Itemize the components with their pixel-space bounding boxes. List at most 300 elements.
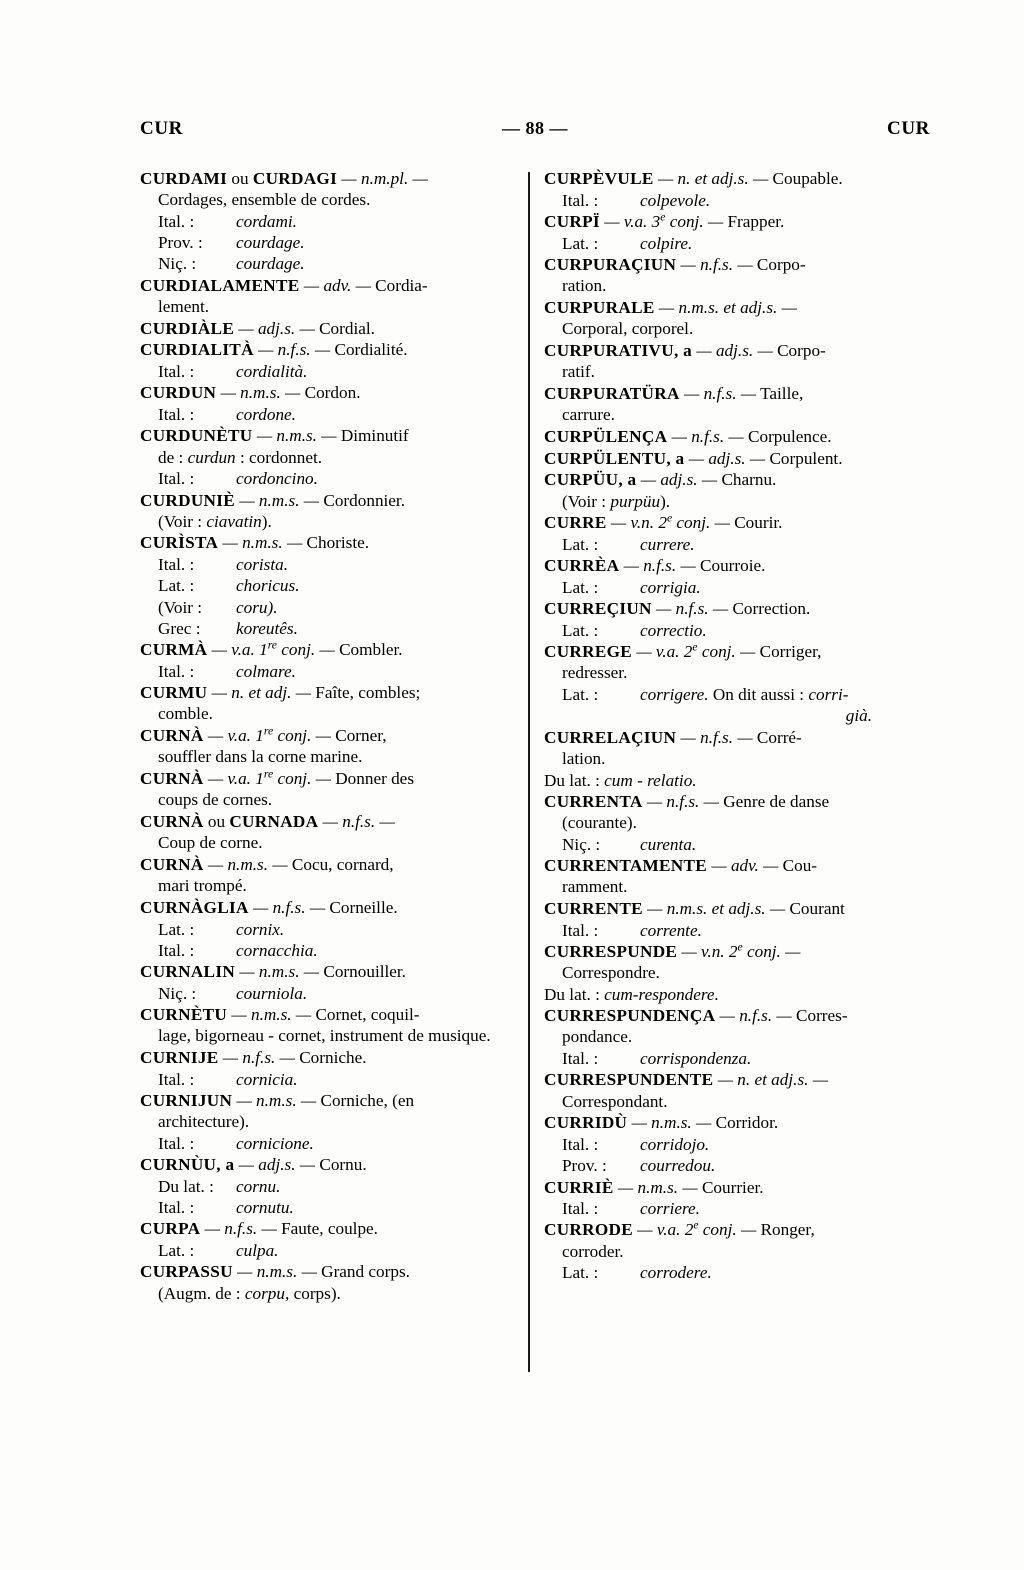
dictionary-entry [140, 961, 512, 982]
entry-grammar: — v.a. 1re conj. — [203, 724, 331, 746]
entry-definition-continued: (Voir : ciavatin). [158, 511, 272, 531]
entry-definition: Combler. [334, 640, 403, 660]
entry-grammar: — v.a. 2e conj. — [632, 640, 756, 662]
dictionary-entry [544, 641, 900, 683]
entry-definition: Corner, [330, 726, 387, 746]
entry-grammar: — adj.s. — [234, 318, 315, 338]
entry-headword: CURPÜLENÇA [544, 426, 668, 446]
entry-definition: Corpulent. [765, 448, 843, 468]
gloss-value: corrodere. [640, 1263, 712, 1283]
entry-definition: Cordia- [370, 275, 428, 295]
entry-grammar: — n.m.s. — [627, 1113, 712, 1133]
entry-definition: Courrier. [697, 1177, 764, 1197]
entry-headword: CURRÈA [544, 556, 620, 576]
entry-grammar: — n.f.s. — [715, 1006, 792, 1026]
dictionary-entry [140, 1090, 512, 1132]
page-number: — 88 — [502, 118, 568, 138]
entry-gloss-line [140, 404, 512, 425]
entry-gloss-line [140, 919, 512, 940]
entry-grammar: — n.m.s. — [216, 383, 301, 403]
entry-headword: CURNIJUN [140, 1091, 233, 1111]
entry-gloss-line [140, 211, 512, 232]
entry-definition: Cocu, cornard, [287, 855, 394, 874]
entry-definition-continued: coups de cornes. [158, 790, 273, 810]
gloss-value: currere. [640, 534, 695, 554]
gloss-language-label: Niç. : [562, 834, 601, 854]
gloss-value: cordoncino. [236, 469, 318, 489]
entry-definition: Cordial. [314, 318, 375, 338]
gloss-value: cornutu. [236, 1198, 294, 1218]
entry-grammar: — n.m.s. — [218, 533, 303, 553]
entry-grammar: — n.m.s. — [235, 490, 320, 510]
entry-grammar: — v.a. 1re conj. — [203, 767, 331, 789]
dictionary-entry [140, 768, 512, 810]
gloss-value: corridojo. [640, 1135, 710, 1155]
gloss-language-label: Ital. : [158, 211, 195, 231]
entry-definition-continued: Cordages, ensemble de cordes. [158, 190, 371, 210]
entry-gloss-line [140, 232, 512, 253]
dictionary-entry [544, 211, 900, 232]
entry-grammar: — v.a. 3e conj. — [599, 210, 724, 231]
entry-gloss-line [140, 618, 512, 639]
entry-headword: CURRENTA [544, 791, 643, 811]
entry-definition: Corpulence. [743, 426, 832, 446]
entry-headword-alt: CURDAGI [252, 169, 338, 188]
dictionary-entry [544, 898, 900, 919]
entry-definition-continued: lement. [158, 296, 210, 316]
entry-headword: CURDIÀLE [140, 318, 235, 338]
entry-definition: Cordon. [300, 383, 361, 403]
gloss-value: courdage. [236, 233, 305, 253]
entry-headword: CURREÇIUN [544, 599, 652, 619]
entry-definition: Donner des [330, 769, 415, 789]
entry-definition-continued: corroder. [562, 1241, 624, 1261]
entry-gloss-line [544, 1048, 900, 1069]
entry-grammar: — n.m.s. — [232, 1091, 317, 1111]
entry-gloss-line [140, 1240, 512, 1261]
entry-definition: Corpo- [752, 254, 806, 274]
gloss-language-label: Ital. : [158, 1134, 195, 1154]
entry-gloss-line [544, 534, 900, 555]
gloss-language-label: Niç. : [158, 254, 197, 274]
gloss-language-label: Ital. : [562, 1135, 599, 1155]
left-column [140, 168, 520, 1304]
gloss-language-label: Lat. : [158, 1241, 195, 1261]
entry-gloss-line [140, 1176, 512, 1197]
entry-definition-continued: pondance. [562, 1027, 633, 1047]
entry-grammar: — n. et adj.s. — [653, 169, 769, 188]
entry-definition: Choriste. [302, 533, 370, 553]
gloss-language-label: Ital. : [158, 940, 195, 960]
dictionary-entry [140, 168, 512, 210]
entry-gloss-line [140, 554, 512, 575]
dictionary-entry [544, 1177, 900, 1198]
dictionary-entry [544, 1005, 900, 1047]
gloss-language-label: Ital. : [158, 661, 195, 681]
entry-definition: Charnu. [717, 470, 777, 490]
entry-definition-continued: Correspondre. [562, 963, 660, 983]
entry-headword: CURPÜLENTU, a [544, 448, 685, 468]
entry-headword: CURPURALE [544, 297, 655, 317]
entry-grammar: — n.f.s. — [248, 897, 326, 917]
entry-definition: Corres- [791, 1006, 848, 1026]
entry-definition: Corré- [752, 727, 802, 747]
dictionary-entry [544, 791, 900, 833]
gloss-language-label: Prov. : [562, 1156, 607, 1176]
entry-grammar: — adv. — [299, 275, 371, 295]
gloss-value: curenta. [640, 834, 697, 854]
entry-gloss-line [544, 1262, 900, 1283]
gloss-value: courniola. [236, 983, 308, 1003]
entry-definition: Cordialité. [330, 340, 408, 360]
gloss-language-label: Lat. : [158, 576, 195, 596]
dictionary-entry [544, 297, 900, 339]
gloss-value: cordami. [236, 211, 297, 231]
entry-grammar: — n. et adj. — [207, 683, 311, 703]
gloss-language-label: Ital. : [562, 1049, 599, 1069]
gloss-language-label: Ital. : [158, 555, 195, 575]
entry-definition-continued: Coup de corne. [158, 833, 263, 853]
gloss-language-label: Ital. : [158, 362, 195, 382]
entry-definition-continued: Correspondant. [562, 1091, 668, 1111]
entry-grammar: — n.f.s. — [676, 254, 753, 274]
gloss-value: courredou. [640, 1156, 716, 1176]
entry-headword: CURNALIN [140, 962, 236, 982]
gloss-value: cordone. [236, 405, 296, 425]
dictionary-entry [140, 897, 512, 918]
gloss-value: corriere. [640, 1199, 700, 1219]
entry-definition-continued: lation. [562, 748, 606, 768]
entry-definition: Grand corps. [316, 1262, 410, 1282]
page-header [140, 118, 930, 140]
entry-headword: CURPURATIVU, a [544, 340, 693, 360]
entry-grammar: — adv. — [707, 856, 779, 875]
entry-grammar: — n.f.s. — [218, 1048, 295, 1068]
entry-definition: Cornouiller. [319, 962, 406, 982]
gloss-value: cornicione. [236, 1134, 314, 1154]
entry-definition: Courant [785, 898, 845, 918]
gloss-language-label: Lat. : [562, 233, 599, 253]
dictionary-entry [544, 168, 900, 189]
dictionary-entry [140, 382, 512, 403]
dictionary-entry [140, 339, 512, 360]
entry-grammar: — n.f.s. — [676, 727, 753, 747]
entry-grammar: — v.a. 2e conj. — [633, 1218, 757, 1240]
entry-headword: CURDAMI [140, 169, 228, 188]
entry-grammar: — n.f.s. — [651, 599, 729, 619]
entry-gloss-line [544, 577, 900, 598]
gloss-value: cornacchia. [236, 940, 318, 960]
gloss-language-label: Lat. : [562, 620, 599, 640]
entry-headword: CURDIALITÀ [140, 340, 254, 360]
entry-conjunction: ou [203, 812, 230, 832]
entry-headword: CURDUNÈTU [140, 426, 253, 446]
entry-definition-continued: ratif. [562, 362, 595, 382]
entry-definition: Correction. [728, 599, 811, 619]
dictionary-entry [544, 555, 900, 576]
dictionary-entry [140, 275, 512, 317]
gloss-value: corista. [236, 555, 289, 575]
entry-definition: Corridor. [711, 1113, 779, 1133]
dictionary-entry [140, 425, 512, 467]
dictionary-entry [140, 490, 512, 532]
entry-gloss-line [544, 920, 900, 941]
entry-headword: CURRODE [544, 1220, 633, 1240]
gloss-value: colpevole. [640, 190, 711, 210]
page-columns [140, 168, 930, 1304]
entry-grammar: — n.f.s. — [642, 791, 719, 811]
gloss-value: coru). [236, 597, 278, 617]
entry-gloss-line [140, 983, 512, 1004]
gloss-value: corrente. [640, 920, 702, 940]
gloss-language-label: Ital. : [562, 190, 599, 210]
entry-grammar: — n.f.s. — [318, 812, 395, 832]
gloss-value: courdage. [236, 254, 305, 274]
gloss-value: koreutês. [236, 618, 298, 638]
gloss-value: corrigere. On dit aussi : corri- già. [640, 685, 872, 726]
entry-grammar: — n.f.s. — [667, 426, 744, 446]
dictionary-entry [140, 682, 512, 724]
gloss-value: correctio. [640, 620, 707, 640]
gloss-value: choricus. [236, 576, 300, 596]
entry-gloss-line [544, 1155, 900, 1176]
gloss-language-label: Lat. : [158, 919, 195, 939]
entry-gloss-line [140, 1197, 512, 1218]
entry-headword: CURÌSTA [140, 533, 219, 553]
dictionary-entry [544, 254, 900, 296]
entry-gloss-line [140, 468, 512, 489]
gloss-value: cordialità. [236, 362, 308, 382]
gloss-language-label: (Voir : [158, 597, 203, 617]
gloss-language-label: Ital. : [158, 1198, 195, 1218]
right-column [520, 168, 900, 1304]
entry-definition: Diminutif [336, 426, 409, 446]
gloss-language-label: Ital. : [158, 405, 195, 425]
entry-definition-continued: ramment. [562, 877, 628, 897]
entry-headword: CURPÏ [544, 211, 600, 231]
dictionary-entry [140, 639, 512, 660]
entry-grammar: — adj.s. — [234, 1155, 316, 1175]
entry-headword: CURRIÈ [544, 1177, 614, 1197]
entry-definition: Faîte, combles; [310, 683, 421, 703]
entry-definition-continued: comble. [158, 704, 213, 724]
entry-headword-alt: CURNADA [229, 812, 319, 832]
gloss-language-label: Grec : [158, 618, 201, 638]
gloss-language-label: Lat. : [562, 1263, 599, 1283]
entry-definition: Coupable. [768, 169, 843, 188]
entry-definition: Frapper. [723, 211, 785, 231]
entry-gloss-line [140, 361, 512, 382]
gloss-value: cornix. [236, 919, 285, 939]
dictionary-entry [544, 855, 900, 897]
entry-definition: Taille, [756, 383, 804, 403]
entry-grammar: — n. et adj.s. — [713, 1070, 829, 1090]
dictionary-entry [140, 811, 512, 853]
entry-headword: CURRENTE [544, 898, 643, 918]
gloss-language-label: Lat. : [562, 685, 599, 705]
entry-grammar: — n.f.s. — [619, 556, 696, 576]
entry-grammar: — n.m.s. — [252, 426, 337, 446]
entry-gloss-line [544, 1134, 900, 1155]
entry-definition-continued: Corporal, corporel. [562, 319, 694, 339]
dictionary-entry [140, 725, 512, 767]
entry-grammar: — n.m.s. — [203, 855, 288, 874]
entry-gloss-line [140, 253, 512, 274]
entry-gloss-line [544, 684, 900, 726]
entry-definition: Corniche, (en [316, 1091, 415, 1111]
entry-grammar: — n.f.s. — [253, 340, 331, 360]
gloss-language-label: Ital. : [562, 1199, 599, 1219]
entry-headword: CURPURATÜRA [544, 383, 680, 403]
gloss-language-label: Ital. : [158, 1069, 195, 1089]
entry-grammar: — adj.s. — [692, 340, 773, 360]
entry-grammar: — n.f.s. — [200, 1219, 277, 1239]
dictionary-entry [544, 469, 900, 511]
dictionary-entry [140, 1218, 512, 1239]
dictionary-entry [544, 598, 900, 619]
gloss-language-label: Du lat. : [158, 1177, 214, 1197]
entry-gloss-line [544, 190, 900, 211]
gloss-language-label: Prov. : [158, 233, 203, 253]
entry-definition-continued: souffler dans la corne marine. [158, 747, 363, 767]
dictionary-entry [544, 448, 900, 469]
dictionary-entry [544, 512, 900, 533]
entry-definition: Cou- [778, 856, 818, 875]
dictionary-entry [140, 1047, 512, 1068]
gloss-value: corrispondenza. [640, 1049, 752, 1069]
entry-definition-continued: redresser. [562, 663, 628, 683]
gloss-value: cornicia. [236, 1069, 298, 1089]
entry-definition-continued: (Voir : purpüu). [562, 491, 671, 511]
entry-grammar: — n.f.s. — [679, 383, 757, 403]
dictionary-entry [140, 318, 512, 339]
entry-definition-continued: ration. [562, 276, 607, 296]
dictionary-entry [544, 941, 900, 983]
entry-gloss-line [140, 661, 512, 682]
dictionary-entry [140, 1004, 512, 1046]
entry-definition-continued: carrure. [562, 405, 615, 425]
entry-gloss-line [544, 834, 900, 855]
entry-definition-continued: de : curdun : cordonnet. [158, 447, 323, 467]
entry-definition-continued: (courante). [562, 813, 637, 833]
entry-grammar: — adj.s. — [636, 470, 718, 490]
entry-definition-continued: architecture). [158, 1112, 250, 1132]
entry-headword: CURMÀ [140, 640, 208, 660]
dictionary-entry [140, 1154, 512, 1175]
entry-grammar: — n.m.s. et adj.s. — [654, 297, 797, 317]
gloss-language-label: Lat. : [562, 577, 599, 597]
entry-headword: CURRESPUNDENÇA [544, 1006, 716, 1026]
entry-grammar: — v.n. 2e conj. — [606, 511, 730, 533]
entry-headword: CURNÀ [140, 855, 204, 874]
entry-headword: CURPASSU [140, 1262, 233, 1282]
entry-definition: Courir. [729, 513, 783, 533]
dictionary-entry [140, 854, 512, 896]
entry-grammar: — n.m.s. — [227, 1005, 312, 1025]
dictionary-entry [544, 383, 900, 425]
entry-headword: CURRENTAMENTE [544, 856, 708, 875]
entry-grammar: — n.m.s. et adj.s. — [642, 898, 786, 918]
entry-definition: Courroie. [695, 556, 766, 576]
gloss-language-label: Ital. : [562, 920, 599, 940]
entry-headword: CURNIJE [140, 1048, 219, 1068]
entry-definition-continued: (Augm. de : corpu, corps). [158, 1283, 341, 1303]
entry-definition: Ronger, [756, 1220, 815, 1240]
header-right-word: CUR [887, 118, 930, 139]
entry-headword: CURRESPUNDENTE [544, 1070, 714, 1090]
entry-etymology-line: Du lat. : cum-respondere. [544, 984, 719, 1004]
entry-headword: CURNÈTU [140, 1005, 228, 1025]
entry-gloss-line [140, 1133, 512, 1154]
gloss-value: colmare. [236, 661, 296, 681]
entry-definition: Corriger, [755, 642, 822, 662]
entry-grammar: — n.m.s. — [235, 962, 320, 982]
entry-grammar: — v.n. 2e conj. — [677, 940, 801, 961]
entry-definition: Corpo- [772, 340, 826, 360]
dictionary-entry [544, 340, 900, 382]
entry-headword: CURPA [140, 1219, 201, 1239]
entry-gloss-line [544, 1198, 900, 1219]
entry-definition-continued: lage, bigorneau - cornet, instrument de musique. [158, 1026, 491, 1046]
dictionary-entry [544, 1219, 900, 1261]
entry-headword: CURPURAÇIUN [544, 254, 677, 274]
gloss-language-label: Ital. : [158, 469, 195, 489]
gloss-language-label: Lat. : [562, 534, 599, 554]
entry-definition: Cordonnier. [319, 490, 406, 510]
entry-definition: Genre de danse [718, 791, 830, 811]
entry-headword: CURRIDÙ [544, 1113, 628, 1133]
entry-headword: CURNÙU, a [140, 1155, 235, 1175]
gloss-value: culpa. [236, 1241, 279, 1261]
gloss-value: colpire. [640, 233, 693, 253]
entry-headword: CURREGE [544, 642, 633, 662]
entry-headword: CURNÀGLIA [140, 897, 249, 917]
entry-definition: Cornu. [315, 1155, 367, 1175]
entry-gloss-line [140, 940, 512, 961]
dictionary-entry [140, 1261, 512, 1303]
entry-gloss-line [140, 1069, 512, 1090]
dictionary-entry [544, 426, 900, 447]
header-left-word: CUR [140, 118, 183, 139]
entry-grammar: — v.a. 1re conj. — [207, 638, 335, 660]
entry-headword: CURRESPUNDE [544, 941, 678, 961]
entry-grammar: — n.m.s. — [613, 1177, 698, 1197]
gloss-language-label: Niç. : [158, 983, 197, 1003]
entry-headword: CURRELAÇIUN [544, 727, 677, 747]
entry-definition-continued: mari trompé. [158, 876, 247, 896]
entry-headword: CURDUNIÈ [140, 490, 236, 510]
entry-grammar: — n.m.pl. — [337, 169, 428, 188]
entry-gloss-line [140, 597, 512, 618]
dictionary-entry [544, 1069, 900, 1111]
entry-definition: Cornet, coquil- [311, 1005, 420, 1025]
entry-conjunction: ou [227, 169, 253, 188]
dictionary-entry [140, 532, 512, 553]
entry-grammar: — adj.s. — [684, 448, 766, 468]
entry-headword: CURRE [544, 513, 607, 533]
entry-headword: CURPÜU, a [544, 470, 637, 490]
entry-definition: Corneille. [325, 897, 398, 917]
gloss-value: corrigia. [640, 577, 701, 597]
entry-gloss-line [544, 233, 900, 254]
entry-headword: CURDIALAMENTE [140, 275, 300, 295]
entry-grammar: — n.m.s. — [232, 1262, 317, 1282]
dictionary-entry [544, 1112, 900, 1133]
gloss-value: cornu. [236, 1177, 281, 1197]
entry-headword: CURMU [140, 683, 208, 703]
entry-headword: CURPÈVULE [544, 169, 654, 188]
entry-headword: CURDUN [140, 383, 217, 403]
